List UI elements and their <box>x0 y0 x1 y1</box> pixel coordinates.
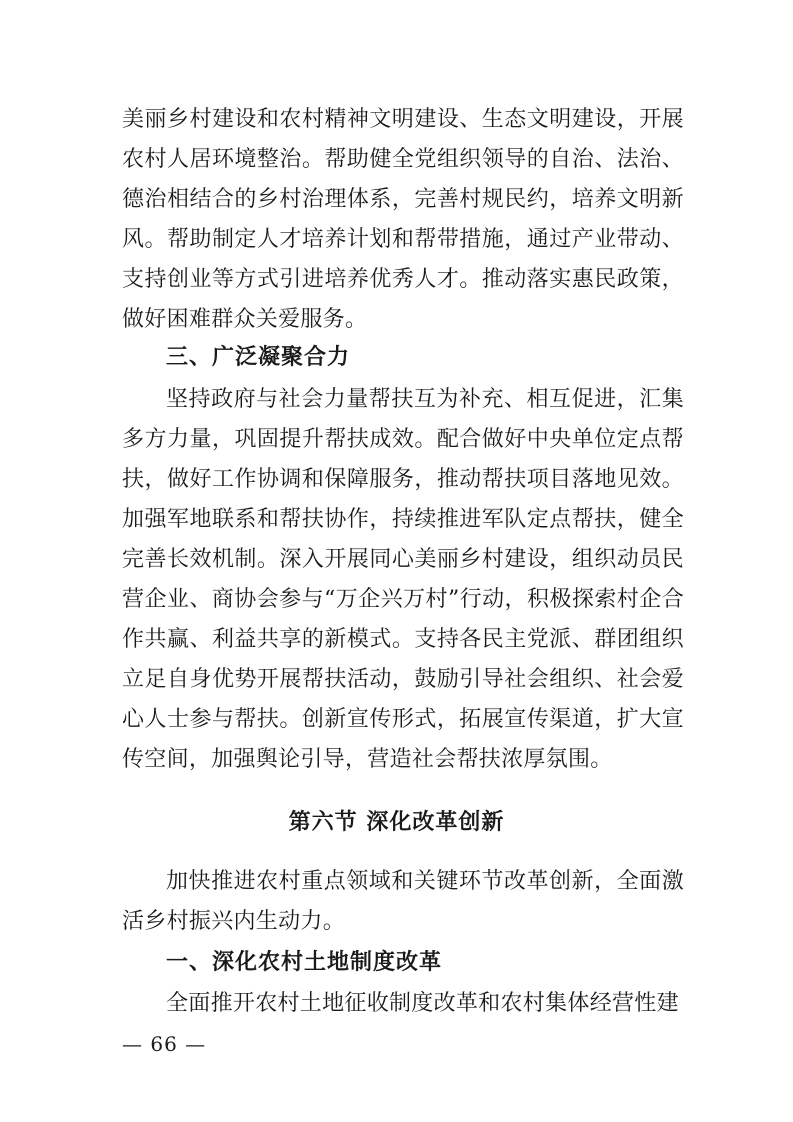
heading-land-reform: 一、深化农村土地制度改革 <box>166 950 443 975</box>
page-number: — 66 — <box>122 1032 207 1056</box>
paragraph-land-reform: 全面推开农村土地征收制度改革和农村集体经营性建 <box>166 991 679 1016</box>
continuation-paragraph: 美丽乡村建设和农村精神文明建设、生态文明建设，开展农村人居环境整治。帮助健全党组织领导的自治、法治、德治相结合的乡村治理体系，完善村规民约，培养文明新风。帮助制定人才培养计划和帮带措施，通过产业带动、支持创业等方式引进培养优秀人才。推动落实惠民政策，做好困难群众关爱服务。 <box>122 107 684 332</box>
section-title: 第六节 深化改革创新 <box>288 809 505 835</box>
section-intro-paragraph: 加快推进农村重点领域和关键环节改革创新，全面激活乡村振兴内生动力。 <box>122 869 684 934</box>
heading-broad-cohesion: 三、广泛凝聚合力 <box>166 345 351 370</box>
paragraph-broad-cohesion: 坚持政府与社会力量帮扶互为补充、相互促进，汇集多方力量，巩固提升帮扶成效。配合做好中央单位定点帮扶，做好工作协调和保障服务，推动帮扶项目落地见效。加强军地联系和帮扶协作，持续推进军队定点帮扶，健全完善长效机制。深入开展同心美丽乡村建设，组织动员民营企业、商协会参与“万企兴万村”行动，积极探索村企合作共赢、利益共享的新模式。支持各民主党派、群团组织立足自身优势开展帮扶活动，鼓励引导社会组织、社会爱心人士参与帮扶。创新宣传形式，拓展宣传渠道，扩大宣传空间，加强舆论引导，营造社会帮扶浓厚氛围。 <box>122 387 684 772</box>
